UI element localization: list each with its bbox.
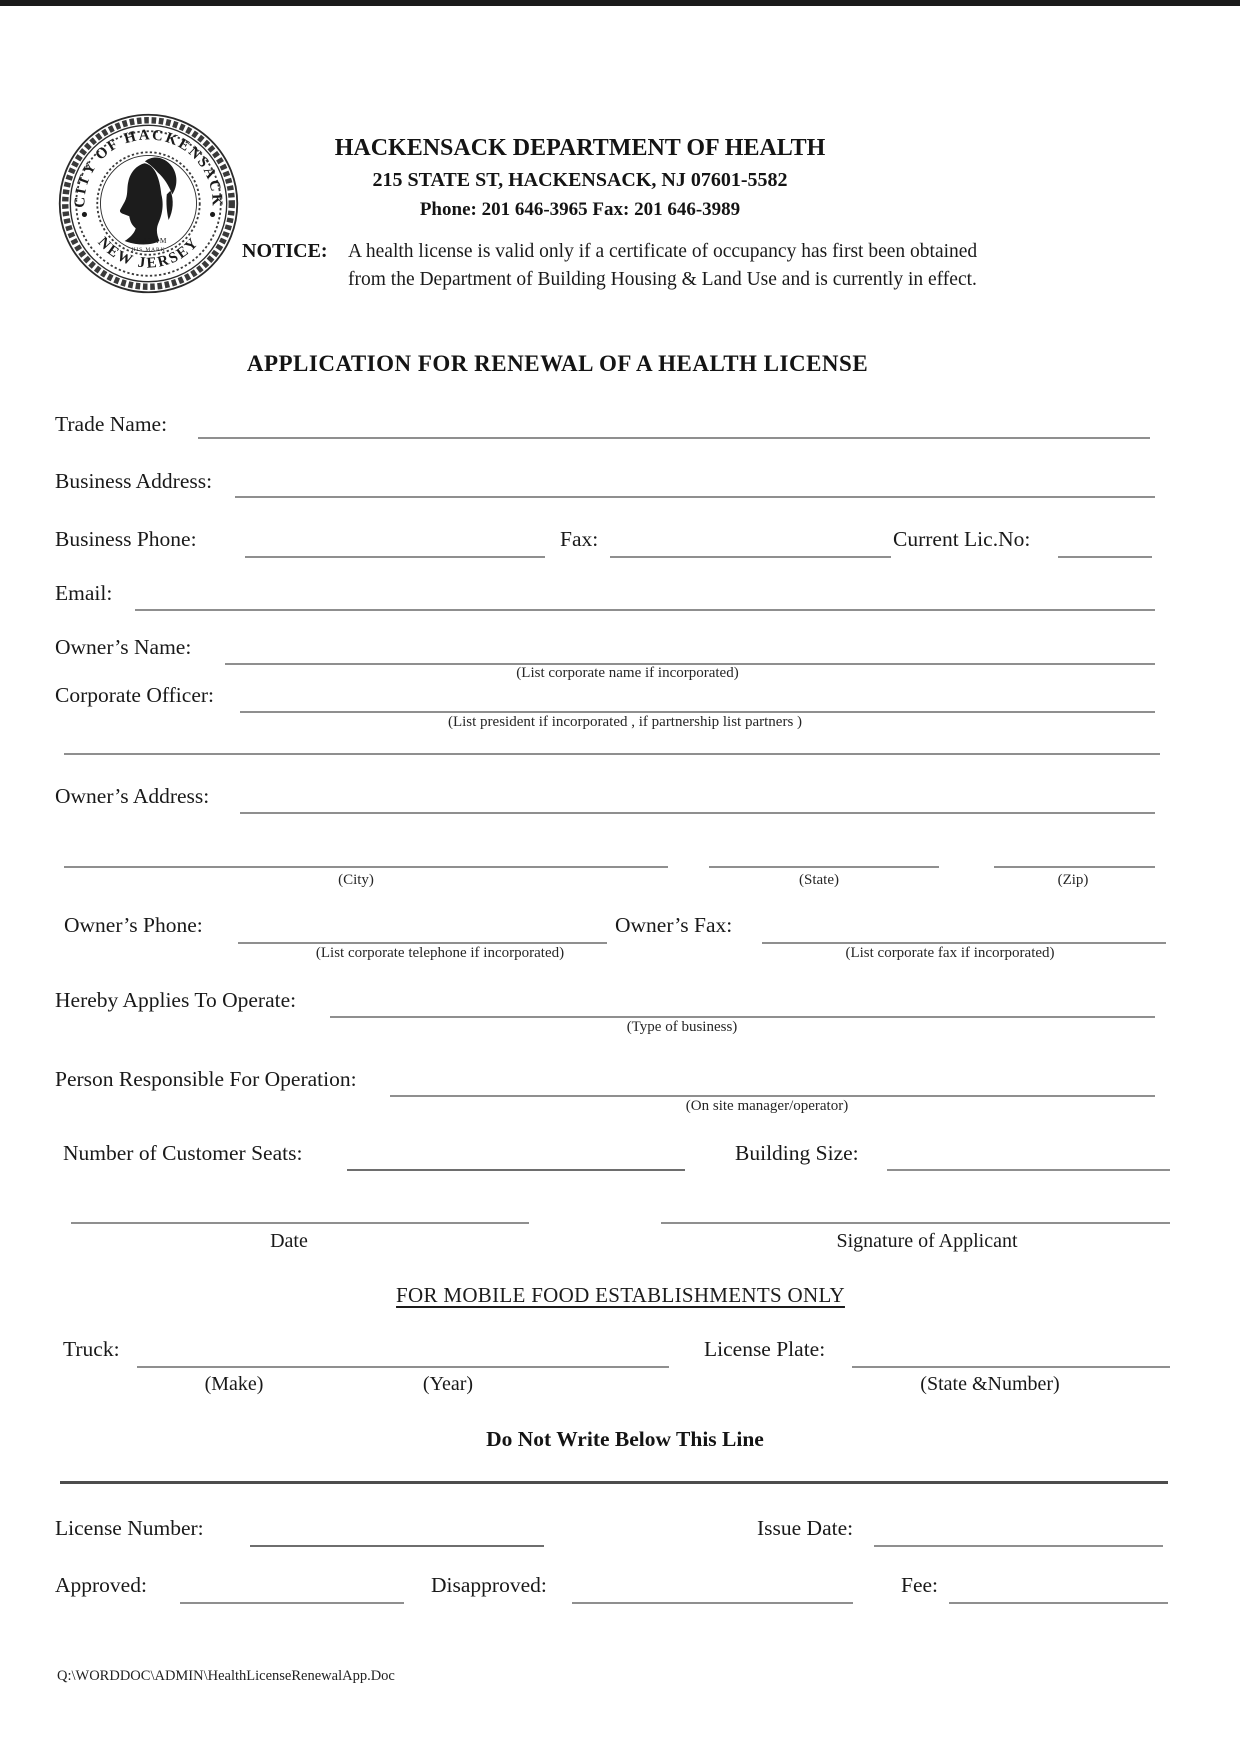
org-name: HACKENSACK DEPARTMENT OF HEALTH	[334, 135, 826, 161]
date-line	[71, 1222, 529, 1224]
seal-center-name: ORATAM	[129, 235, 168, 245]
seal-portrait-icon	[120, 158, 176, 245]
form-title: APPLICATION FOR RENEWAL OF A HEALTH LICENSE	[246, 351, 869, 376]
corporate-officer-label: Corporate Officer:	[55, 683, 214, 707]
approved-label: Approved:	[55, 1573, 147, 1597]
city-hint: (City)	[338, 872, 374, 888]
zip-line	[994, 866, 1155, 868]
license-plate-label: License Plate:	[704, 1337, 826, 1361]
city-line	[64, 866, 668, 868]
license-number-line	[250, 1545, 544, 1547]
fax-label: Fax:	[560, 527, 599, 551]
disapproved-label: Disapproved:	[431, 1573, 547, 1597]
type-of-business-hint: (Type of business)	[626, 1019, 738, 1035]
zip-hint: (Zip)	[1057, 872, 1089, 888]
hereby-applies-line	[330, 1016, 1155, 1018]
owners-phone-hint: (List corporate telephone if incorporated)	[315, 945, 565, 961]
scan-edge-artifact	[0, 0, 1240, 6]
issue-date-line	[874, 1545, 1163, 1547]
fee-label: Fee:	[901, 1573, 939, 1597]
business-address-label: Business Address:	[55, 469, 213, 493]
business-address-line	[235, 496, 1155, 498]
owners-fax-label: Owner’s Fax:	[615, 913, 733, 937]
office-section-heading: Do Not Write Below This Line	[486, 1427, 764, 1451]
office-section-divider	[60, 1481, 1168, 1484]
corporate-officer-extra-line	[64, 753, 1160, 755]
seal-center-mark: HIS MARK	[131, 247, 166, 254]
fax-line	[610, 556, 891, 558]
org-phone-fax: Phone: 201 646-3965 Fax: 201 646-3989	[419, 199, 741, 220]
owners-fax-hint: (List corporate fax if incorporated)	[845, 945, 1055, 961]
current-lic-no-label: Current Lic.No:	[893, 527, 1031, 551]
notice-label: NOTICE:	[242, 240, 328, 262]
disapproved-line	[572, 1602, 853, 1604]
make-caption: (Make)	[204, 1373, 264, 1395]
org-address: 215 STATE ST, HACKENSACK, NJ 07601-5582	[372, 169, 788, 191]
email-line	[135, 609, 1155, 611]
approved-line	[180, 1602, 404, 1604]
business-phone-label: Business Phone:	[55, 527, 197, 551]
owners-phone-label: Owner’s Phone:	[64, 913, 203, 937]
owners-address-label: Owner’s Address:	[55, 784, 210, 808]
license-number-label: License Number:	[55, 1516, 204, 1540]
hereby-applies-label: Hereby Applies To Operate:	[55, 988, 297, 1012]
notice-line-2: from the Department of Building Housing & Land Use and is currently in effect.	[348, 269, 977, 290]
current-lic-no-line	[1058, 556, 1152, 558]
notice-line-1: A health license is valid only if a certificate of occupancy has first been obtained	[348, 241, 978, 262]
issue-date-label: Issue Date:	[757, 1516, 854, 1540]
building-size-line	[887, 1169, 1170, 1171]
owners-name-label: Owner’s Name:	[55, 635, 192, 659]
state-line	[709, 866, 939, 868]
truck-label: Truck:	[63, 1337, 120, 1361]
state-hint: (State)	[799, 872, 839, 888]
email-label: Email:	[55, 581, 113, 605]
seal-bottom-text: NEW JERSEY	[94, 234, 203, 272]
signature-caption: Signature of Applicant	[836, 1230, 1018, 1252]
customer-seats-label: Number of Customer Seats:	[63, 1141, 303, 1165]
owners-fax-line	[762, 942, 1166, 944]
license-plate-line	[852, 1366, 1170, 1368]
building-size-label: Building Size:	[735, 1141, 859, 1165]
fee-line	[949, 1602, 1168, 1604]
business-phone-line	[245, 556, 545, 558]
state-number-caption: (State &Number)	[920, 1373, 1060, 1395]
owners-phone-line	[238, 942, 607, 944]
on-site-manager-hint: (On site manager/operator)	[685, 1098, 849, 1114]
corporate-officer-hint: (List president if incorporated , if partnership list partners )	[447, 714, 803, 730]
seal-top-text: CITY OF HACKENSACK	[72, 127, 225, 209]
truck-line	[137, 1366, 669, 1368]
customer-seats-line	[347, 1169, 685, 1171]
mobile-section-heading: FOR MOBILE FOOD ESTABLISHMENTS ONLY	[396, 1283, 845, 1307]
file-path: Q:\WORDDOC\ADMIN\HealthLicenseRenewalApp.Doc	[57, 1668, 395, 1684]
corporate-officer-line	[240, 711, 1155, 713]
year-caption: (Year)	[422, 1373, 474, 1395]
person-responsible-line	[390, 1095, 1155, 1097]
signature-line	[661, 1222, 1170, 1224]
trade-name-line	[198, 437, 1150, 439]
person-responsible-label: Person Responsible For Operation:	[55, 1067, 357, 1091]
trade-name-label: Trade Name:	[55, 412, 168, 436]
owners-address-line	[240, 812, 1155, 814]
owners-name-hint: (List corporate name if incorporated)	[516, 665, 739, 681]
date-caption: Date	[270, 1230, 308, 1252]
